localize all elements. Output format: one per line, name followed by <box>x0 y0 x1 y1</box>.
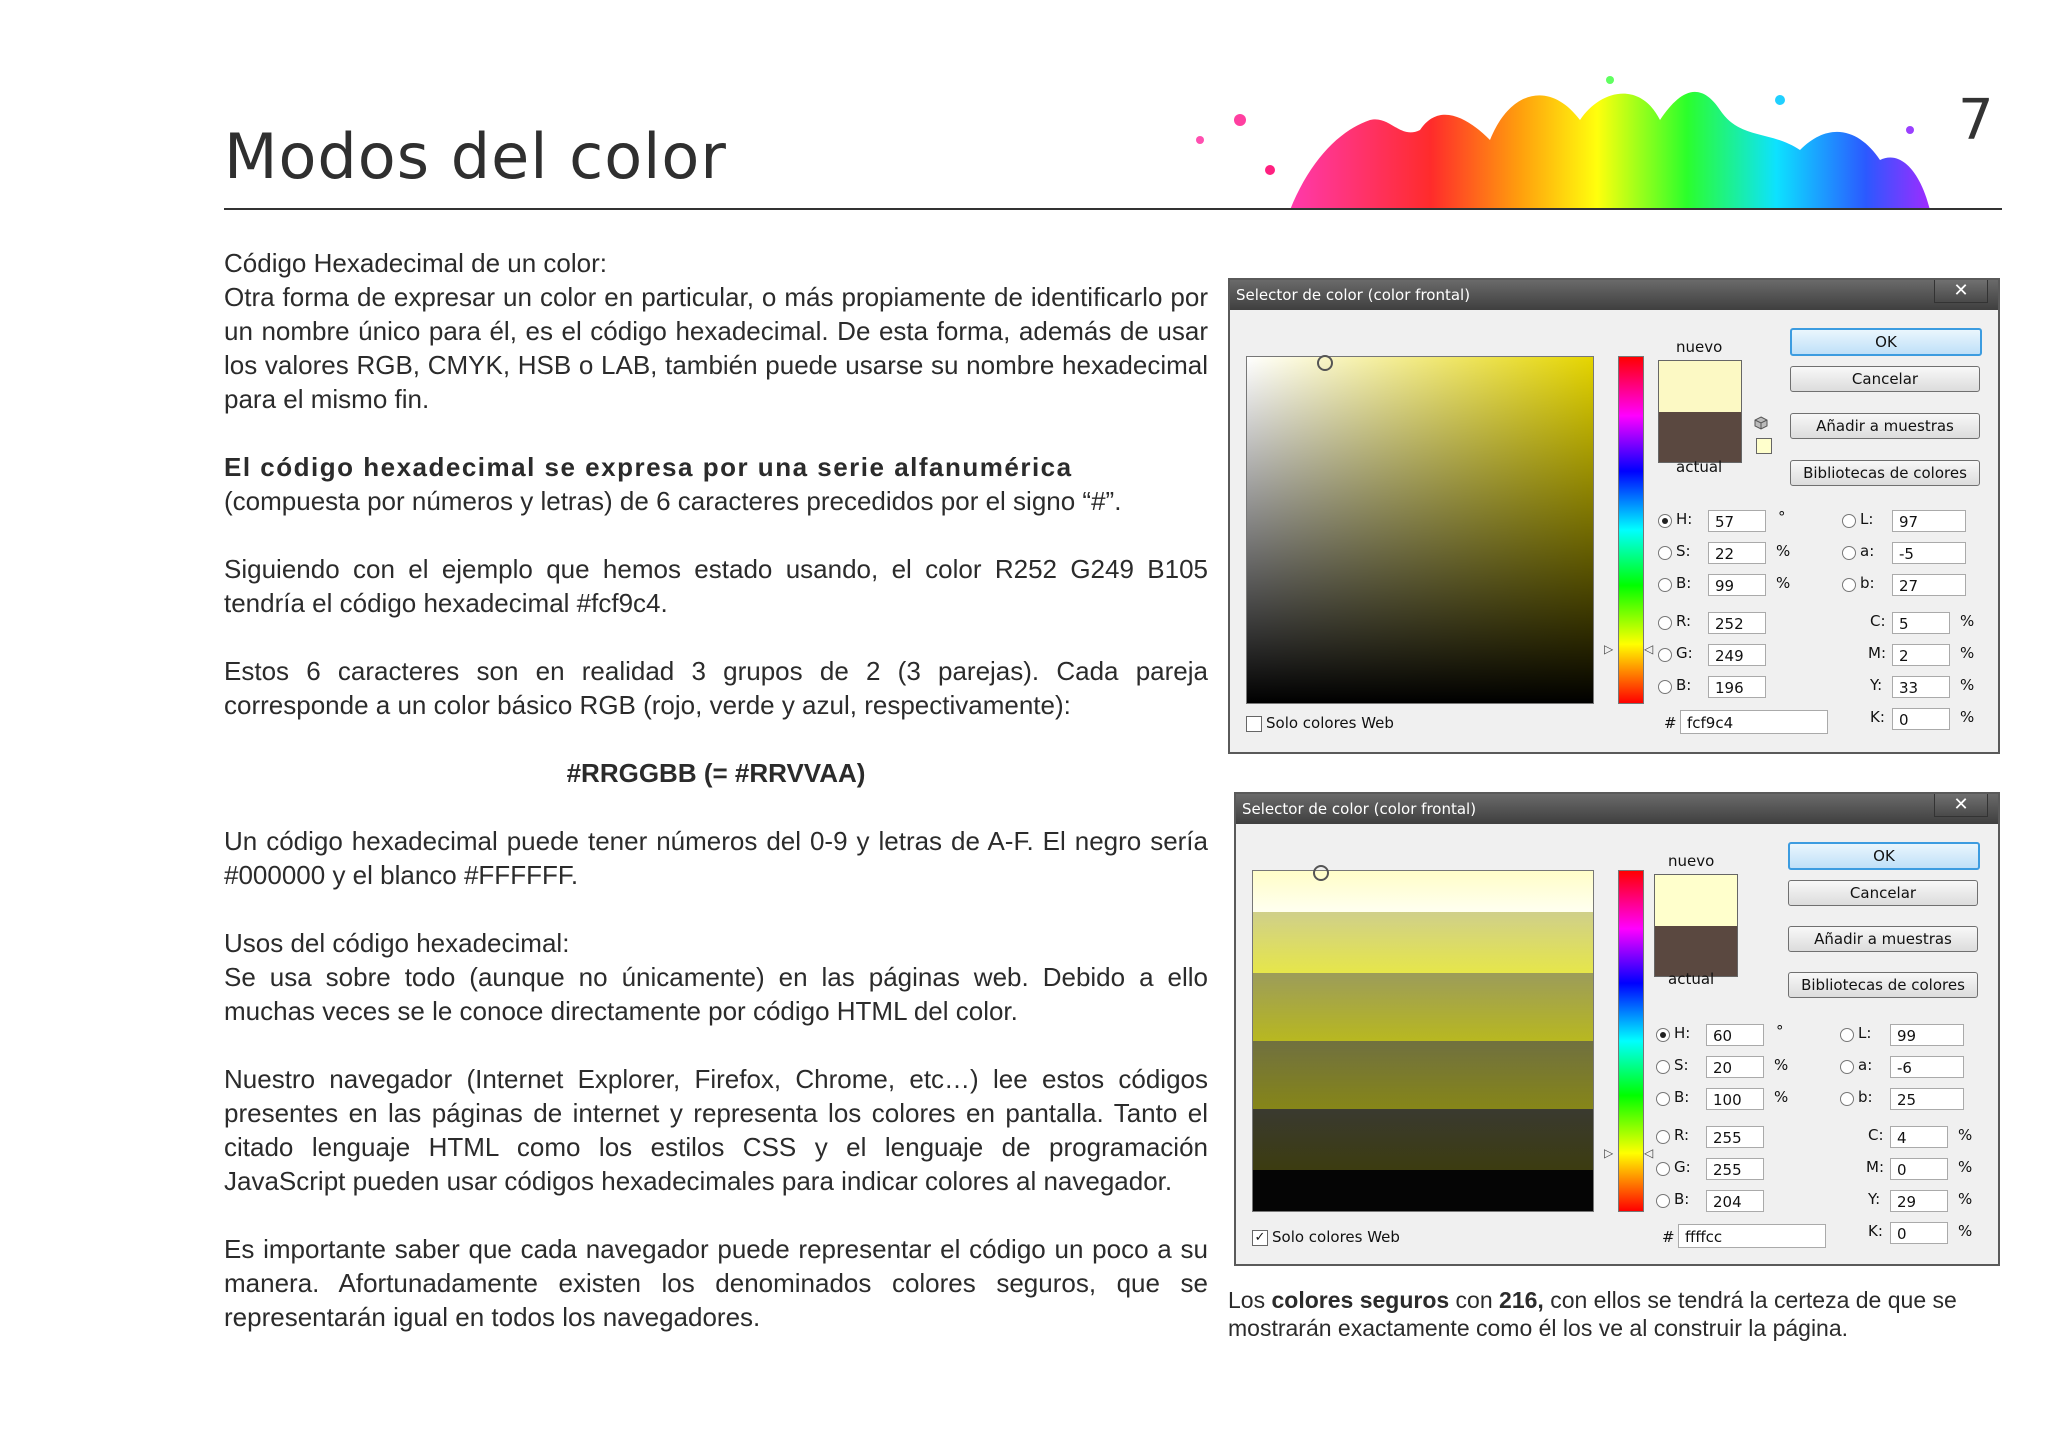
input-a[interactable]: -5 <box>1892 542 1966 564</box>
paragraph: Otra forma de expresar un color en particular, o más propiamente de identificarlo por un nombre único para él, es el código hexadecimal. De esta forma, además de usar los valores RGB, CMYK, HSB o LAB, también puede usarse su nombre hexadecimal para el mismo fin. <box>224 282 1208 414</box>
paragraph: Un código hexadecimal puede tener números del 0-9 y letras de A-F. El negro sería #000000 y el blanco #FFFFFF. <box>224 826 1208 890</box>
radio-g[interactable] <box>1658 648 1672 662</box>
input-l[interactable]: 97 <box>1892 510 1966 532</box>
dialog-title: Selector de color (color frontal) <box>1236 286 1471 304</box>
paragraph: Se usa sobre todo (aunque no únicamente) en las páginas web. Debido a ello muchas veces se le conoce directamente por código HTML del color. <box>224 962 1208 1026</box>
paragraph: Siguiendo con el ejemplo que hemos estado usando, el color R252 G249 B105 tendría el código hexadecimal #fcf9c4. <box>224 554 1208 618</box>
unit-pct: % <box>1958 1126 1973 1144</box>
label-a: a: <box>1860 542 1875 560</box>
unit-deg: ° <box>1778 508 1786 526</box>
paragraph: Estos 6 caracteres son en realidad 3 grupos de 2 (3 parejas). Cada pareja corresponde a un color básico RGB (rojo, verde y azul, respectivamente): <box>224 656 1208 720</box>
label-y: Y: <box>1868 1190 1881 1208</box>
label-blue: B: <box>1676 676 1692 694</box>
radio-lab-b[interactable] <box>1842 578 1856 592</box>
dialog-title: Selector de color (color frontal) <box>1242 800 1477 818</box>
web-colors-checkbox[interactable] <box>1246 716 1262 732</box>
page-number: 7 <box>1958 88 1994 153</box>
paragraph: Nuestro navegador (Internet Explorer, Firefox, Chrome, etc…) lee estos códigos presentes en las páginas de internet y representa los colores en pantalla. Tanto el citado lenguaje HTML como los estilos CSS y el lenguaje de programación JavaScript pueden usar códigos hexadecimales para indicar colores al navegador. <box>224 1064 1208 1196</box>
cube-warning-icon[interactable] <box>1754 416 1768 430</box>
label-s: S: <box>1676 542 1691 560</box>
web-colors-checkbox[interactable]: ✓ <box>1252 1230 1268 1246</box>
cancel-button[interactable]: Cancelar <box>1788 880 1978 906</box>
color-picker-dialog-1 <box>1228 278 2000 754</box>
bold-text: colores seguros <box>1271 1287 1450 1313</box>
text-span: (compuesta por números y letras) de 6 caracteres precedidos por el signo “#”. <box>224 486 1122 516</box>
input-s[interactable]: 22 <box>1708 542 1766 564</box>
unit-pct: % <box>1774 1056 1789 1074</box>
input-y[interactable]: 29 <box>1890 1190 1948 1212</box>
input-h[interactable]: 57 <box>1708 510 1766 532</box>
label-r: R: <box>1674 1126 1690 1144</box>
input-r[interactable]: 252 <box>1708 612 1766 634</box>
ok-button[interactable]: OK <box>1790 328 1982 356</box>
label-lab-b: b: <box>1858 1088 1873 1106</box>
input-blue[interactable]: 196 <box>1708 676 1766 698</box>
unit-pct: % <box>1774 1088 1789 1106</box>
radio-a[interactable] <box>1840 1060 1854 1074</box>
label-k: K: <box>1868 1222 1883 1240</box>
formula: #RRGGBB (= #RRVVAA) <box>566 758 866 788</box>
hex-input[interactable]: ffffcc <box>1678 1224 1826 1248</box>
label-lab-b: b: <box>1860 574 1875 592</box>
web-colors-label: Solo colores Web <box>1266 714 1394 732</box>
add-to-swatches-button[interactable]: Añadir a muestras <box>1788 926 1978 952</box>
hue-slider[interactable] <box>1618 356 1644 704</box>
radio-l[interactable] <box>1840 1028 1854 1042</box>
hue-slider[interactable] <box>1618 870 1644 1212</box>
text-span: con <box>1449 1287 1500 1313</box>
radio-l[interactable] <box>1842 514 1856 528</box>
label-a: a: <box>1858 1056 1873 1074</box>
radio-h[interactable] <box>1658 514 1672 528</box>
input-y[interactable]: 33 <box>1892 676 1950 698</box>
color-libraries-button[interactable]: Bibliotecas de colores <box>1788 972 1978 998</box>
header-rule <box>224 208 2002 210</box>
input-k[interactable]: 0 <box>1890 1222 1948 1244</box>
actual-label: actual <box>1676 458 1723 476</box>
label-c: C: <box>1868 1126 1884 1144</box>
radio-r[interactable] <box>1656 1130 1670 1144</box>
input-m[interactable]: 2 <box>1892 644 1950 666</box>
add-to-swatches-button[interactable]: Añadir a muestras <box>1790 413 1980 439</box>
web-colors-label: Solo colores Web <box>1272 1228 1400 1246</box>
input-l[interactable]: 99 <box>1890 1024 1964 1046</box>
radio-blue[interactable] <box>1658 680 1672 694</box>
unit-pct: % <box>1960 612 1975 630</box>
label-l: L: <box>1858 1024 1872 1042</box>
radio-r[interactable] <box>1658 616 1672 630</box>
slider-arrow-right-icon: ◁ <box>1644 1146 1654 1160</box>
nuevo-label: nuevo <box>1676 338 1723 356</box>
unit-pct: % <box>1960 708 1975 726</box>
input-h[interactable]: 60 <box>1706 1024 1764 1046</box>
radio-g[interactable] <box>1656 1162 1670 1176</box>
web-safe-swatch[interactable] <box>1756 438 1772 454</box>
color-picker-dialog-2 <box>1234 792 2000 1266</box>
body-text <box>224 246 1208 1334</box>
color-picker-cursor[interactable] <box>1313 865 1329 881</box>
section-heading-hex: Código Hexadecimal de un color: <box>224 248 607 278</box>
label-blue: B: <box>1674 1190 1690 1208</box>
label-m: M: <box>1868 644 1886 662</box>
unit-pct: % <box>1958 1222 1973 1240</box>
label-r: R: <box>1676 612 1692 630</box>
unit-deg: ° <box>1776 1022 1784 1040</box>
page-title: Modos del color <box>224 120 727 193</box>
text-span: con ellos se tendrá la certeza de que se mostrarán exactamente como él los ve al construir la página. <box>1228 1287 1957 1341</box>
label-m: M: <box>1866 1158 1884 1176</box>
input-lab-b[interactable]: 25 <box>1890 1088 1964 1110</box>
slider-arrow-left-icon: ▷ <box>1604 642 1614 656</box>
dialog-title-bar <box>1236 794 1998 824</box>
radio-b[interactable] <box>1658 578 1672 592</box>
input-a[interactable]: -6 <box>1890 1056 1964 1078</box>
section-heading-uses: Usos del código hexadecimal: <box>224 928 570 958</box>
hash-label: # <box>1664 714 1677 732</box>
paragraph: Es importante saber que cada navegador puede representar el código un poco a su manera. Afortunadamente existen los denominados colores seguros, que se representarán igual en todos los navegadores. <box>224 1234 1208 1332</box>
new-color-swatch <box>1654 874 1738 927</box>
hex-input[interactable]: fcf9c4 <box>1680 710 1828 734</box>
label-b: B: <box>1674 1088 1690 1106</box>
label-y: Y: <box>1870 676 1883 694</box>
figure-caption <box>1228 1286 2018 1342</box>
label-b: B: <box>1676 574 1692 592</box>
input-r[interactable]: 255 <box>1706 1126 1764 1148</box>
input-blue[interactable]: 204 <box>1706 1190 1764 1212</box>
nuevo-label: nuevo <box>1668 852 1715 870</box>
input-b[interactable]: 100 <box>1706 1088 1764 1110</box>
input-c[interactable]: 5 <box>1892 612 1950 634</box>
unit-pct: % <box>1960 676 1975 694</box>
color-libraries-button[interactable]: Bibliotecas de colores <box>1790 460 1980 486</box>
label-h: H: <box>1674 1024 1691 1042</box>
ok-button[interactable]: OK <box>1788 842 1980 870</box>
label-s: S: <box>1674 1056 1689 1074</box>
label-l: L: <box>1860 510 1874 528</box>
label-g: G: <box>1676 644 1693 662</box>
text-span: Los <box>1228 1287 1272 1313</box>
input-lab-b[interactable]: 27 <box>1892 574 1966 596</box>
label-k: K: <box>1870 708 1885 726</box>
close-icon[interactable]: ✕ <box>1934 794 1988 817</box>
radio-blue[interactable] <box>1656 1194 1670 1208</box>
color-splash-decoration <box>1140 60 1960 210</box>
bold-text: El código hexadecimal se expresa por una serie alfanumérica <box>224 452 1073 482</box>
slider-arrow-right-icon: ◁ <box>1644 642 1654 656</box>
radio-s[interactable] <box>1658 546 1672 560</box>
label-c: C: <box>1870 612 1886 630</box>
radio-h[interactable] <box>1656 1028 1670 1042</box>
slider-arrow-left-icon: ▷ <box>1604 1146 1614 1160</box>
new-color-swatch <box>1658 360 1742 413</box>
label-g: G: <box>1674 1158 1691 1176</box>
color-field[interactable] <box>1252 870 1594 1212</box>
radio-a[interactable] <box>1842 546 1856 560</box>
current-color-swatch[interactable] <box>1658 412 1742 463</box>
input-s[interactable]: 20 <box>1706 1056 1764 1078</box>
unit-pct: % <box>1776 574 1791 592</box>
label-h: H: <box>1676 510 1693 528</box>
unit-pct: % <box>1958 1190 1973 1208</box>
color-field[interactable] <box>1246 356 1594 704</box>
bold-text: 216, <box>1499 1287 1544 1313</box>
actual-label: actual <box>1668 970 1715 988</box>
unit-pct: % <box>1958 1158 1973 1176</box>
color-picker-cursor[interactable] <box>1317 355 1333 371</box>
unit-pct: % <box>1776 542 1791 560</box>
input-g[interactable]: 249 <box>1708 644 1766 666</box>
close-icon[interactable]: ✕ <box>1934 280 1988 303</box>
input-b[interactable]: 99 <box>1708 574 1766 596</box>
hash-label: # <box>1662 1228 1675 1246</box>
cancel-button[interactable]: Cancelar <box>1790 366 1980 392</box>
radio-s[interactable] <box>1656 1060 1670 1074</box>
unit-pct: % <box>1960 644 1975 662</box>
paragraph <box>224 450 1208 518</box>
input-m[interactable]: 0 <box>1890 1158 1948 1180</box>
radio-lab-b[interactable] <box>1840 1092 1854 1106</box>
radio-b[interactable] <box>1656 1092 1670 1106</box>
input-c[interactable]: 4 <box>1890 1126 1948 1148</box>
dialog-title-bar <box>1230 280 1998 310</box>
input-k[interactable]: 0 <box>1892 708 1950 730</box>
input-g[interactable]: 255 <box>1706 1158 1764 1180</box>
